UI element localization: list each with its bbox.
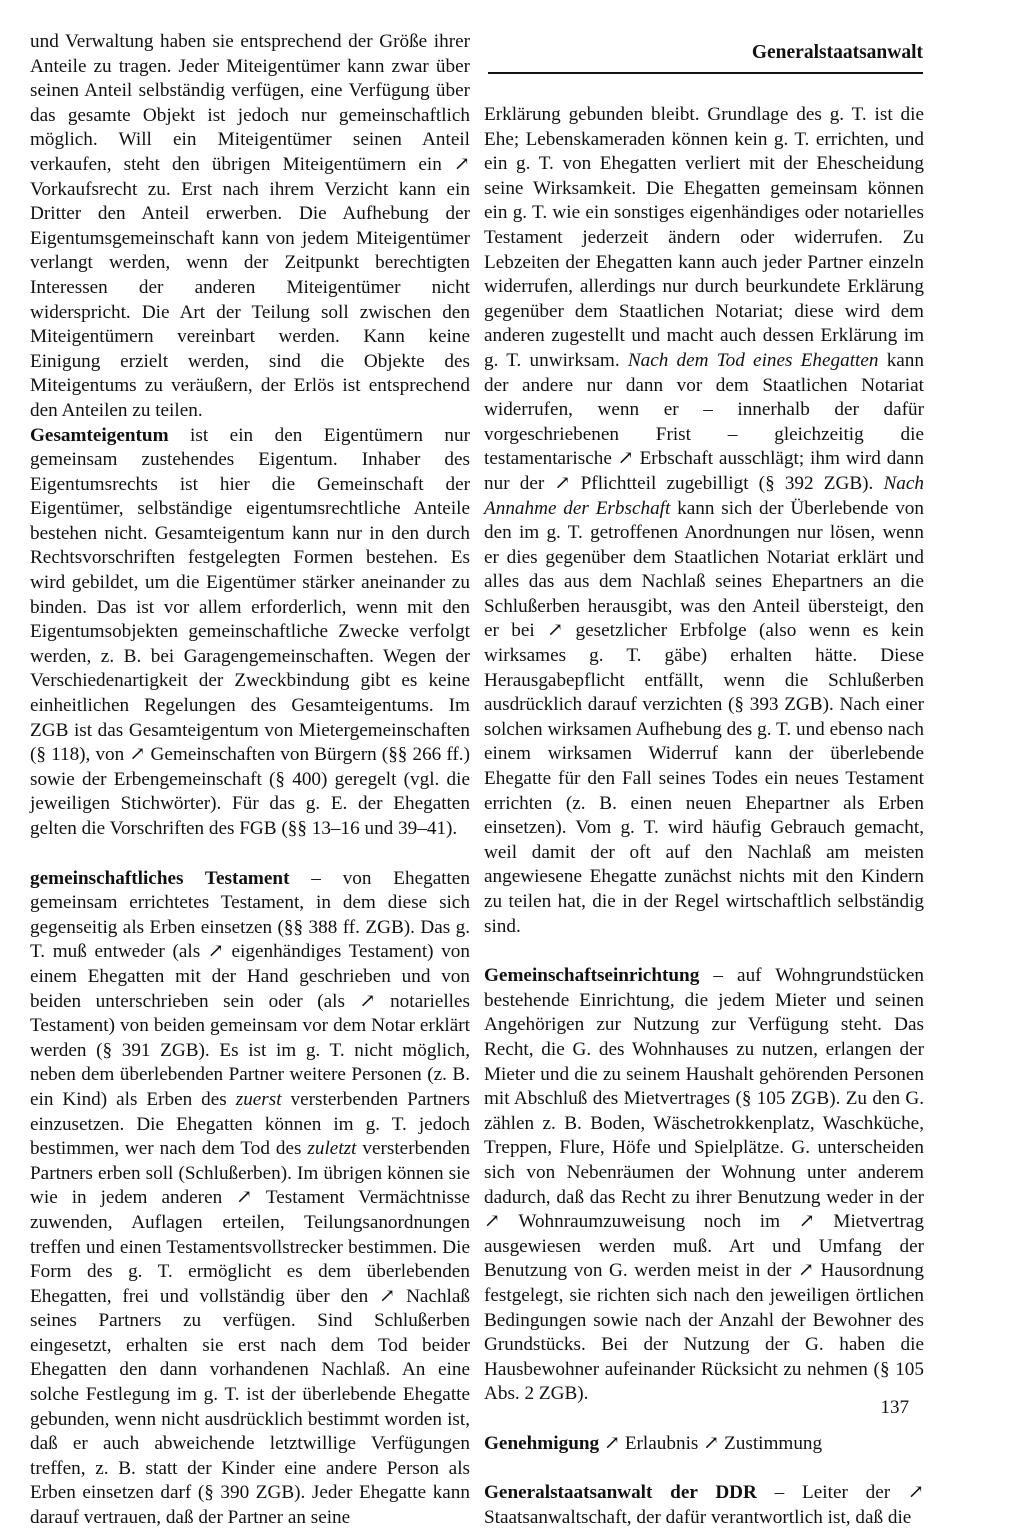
emphasis: Nach Annahme der Erbschaft bbox=[484, 472, 924, 519]
right-column bbox=[484, 103, 924, 1531]
entry-term: gemeinschaftliches Testament bbox=[30, 867, 290, 889]
entry-text: versterbenden Partners erben soll (Schlußerben). Im übrigen können sie wie in jedem anderen ↗ Testament Vermächtnisse zuwenden, Auflagen erteilen, Teilungsanordnungen treffen und einen Testamentsvollstrecker bestimmen. Die Form des g. T. ermöglicht es dem überlebenden Ehegatten, frei und vollständig über den ↗ Nachlaß seines Partners zu verfügen. Sind Schlußerben eingesetzt, erhalten sie erst nach dem Tod beider Ehegatten den dann vorhandenen Nachlaß. An eine solche Festlegung im g. T. ist der überlebende Ehegatte gebunden, wenn nicht ausdrücklich bestimmt worden ist, daß er auch abweichende letztwillige Verfügungen treffen, z. B. statt der Kinder eine andere Person als Erben einsetzen darf (§ 390 ZGB). Jeder Ehegatte kann darauf vertrauen, daß der Partner an seine bbox=[30, 1138, 470, 1529]
header-rule bbox=[488, 72, 923, 74]
entry-term: Gemeinschaftseinrichtung bbox=[484, 965, 700, 987]
entry-text: versterbenden Partners einzusetzen. Die Ehegatten können im g. T. jedoch bestimmen, wer nach dem Tod des bbox=[30, 1088, 470, 1160]
entry-text: ↗ Erlaubnis ↗ Zustimmung bbox=[599, 1432, 823, 1454]
entry-gesamteigentum bbox=[30, 424, 470, 842]
emphasis: zuerst bbox=[235, 1088, 282, 1110]
entry-gemeinschaftliches-testament bbox=[30, 867, 470, 1531]
left-column bbox=[30, 30, 470, 1531]
entry-text: – auf Wohngrundstücken bestehende Einrichtung, die jedem Mieter und seinen Angehörigen zur Nutzung zur Verfügung steht. Das Recht, die G. des Wohnhauses zu nutzen, erlangen der Mieter und die zu seinem Haushalt gehörenden Personen mit Abschluß des Mietvertrages (§ 105 ZGB). Zu den G. zählen z. B. Boden, Wäschetrokkenplatz, Waschküche, Treppen, Flure, Höfe und Spielplätze. G. unterscheiden sich von Nebenräumen der Wohnung unter anderem dadurch, daß das Recht zu ihrer Benutzung weder in der ↗ Wohnraumzuweisung noch im ↗ Mietvertrag ausgewiesen werden muß. Art und Umfang der Benutzung von G. werden meist in der ↗ Hausordnung festgelegt, sie richten sich nach den jeweiligen örtlichen Bedingungen sowie nach der Anzahl der Bewohner des Grundstücks. Bei der Nutzung der G. haben die Hausbewohner aufeinander Rücksicht zu nehmen (§ 105 Abs. 2 ZGB). bbox=[484, 965, 924, 1405]
entry-text: ist ein den Eigentümern nur gemeinsam zustehendes Eigentum. Inhaber des Eigentumsrechts ist hier die Gemeinschaft der Eigentümer, selbständige eigentumsrechtliche Anteile bestehen nicht. Gesamteigentum kann nur in den durch Rechtsvorschriften festgelegten Formen bestehen. Es wird gebildet, um die Eigentümer stärker aneinander zu binden. Das ist vor allem erforderlich, wenn mit den Eigentumsobjekten gemeinschaftliche Zwecke verfolgt werden, z. B. bei Garagengemeinschaften. Wegen der Verschiedenartigkeit der Zweckbindung gibt es keine einheitlichen Regelungen des Gesamteigentums. Im ZGB ist das Gesamteigentum von Mietergemeinschaften (§ 118), von ↗ Gemeinschaften von Bürgern (§§ 266 ff.) sowie der Erbengemeinschaft (§ 400) geregelt (vgl. die jeweiligen Stichwörter). Für das g. E. der Ehegatten gelten die Vorschriften des FGB (§§ 13–16 und 39–41). bbox=[30, 424, 470, 839]
page-number: 137 bbox=[880, 1397, 909, 1418]
entry-text: kann der andere nur dann vor dem Staatlichen Notariat widerrufen, wenn er – innerhalb der dafür vorgeschriebenen Frist – gleichzeitig die testamentarische ↗ Erbschaft ausschlägt; ihm wird dann nur der ↗ Pflichtteil zugebilligt (§ 392 ZGB). bbox=[484, 349, 924, 494]
entry-genehmigung bbox=[484, 1432, 924, 1457]
entry-text: Erklärung gebunden bleibt. Grundlage des g. T. ist die Ehe; Lebenskameraden können kein g. T. errichten, und ein g. T. von Ehegatten verliert mit der Ehescheidung seine Wirksamkeit. Die Ehegatten gemeinsam können ein g. T. wie ein sonstiges eigenhändiges oder notarielles Testament jederzeit ändern oder widerrufen. Zu Lebzeiten der Ehegatten kann auch jeder Partner einzeln widerrufen, allerdings nur durch beurkundete Erklärung gegenüber dem Staatlichen Notariat; diese wird dem anderen zugestellt und macht auch dessen Erklärung im g. T. unwirksam. bbox=[484, 104, 924, 371]
paragraph-miteigentum-continued: und Verwaltung haben sie entsprechend der Größe ihrer Anteile zu tragen. Jeder Miteigentümer kann zwar über seinen Anteil selbständig verfügen, eine Verfügung über das gesamte Objekt ist jedoch nur gemeinschaftlich möglich. Will ein Miteigentümer seinen Anteil verkaufen, steht den übrigen Miteigentümern ein ↗ Vorkaufsrecht zu. Erst nach ihrem Verzicht kann ein Dritter den Anteil erwerben. Die Aufhebung der Eigentumsgemeinschaft kann von jedem Miteigentümer verlangt werden, wenn der Zeitpunkt berechtigten Interessen der anderen Miteigentümer nicht widerspricht. Die Art der Teilung soll zwischen den Miteigentümern vereinbart werden. Kann keine Einigung erzielt werden, sind die Objekte des Miteigentums zu veräußern, der Erlös ist entsprechend den Anteilen zu teilen. bbox=[30, 31, 470, 421]
entry-text: – von Ehegatten gemeinsam errichtetes Testament, in dem diese sich gegenseitig als Erben einsetzen (§§ 388 ff. ZGB). Das g. T. muß entweder (als ↗ eigenhändiges Testament) von einem Ehegatten mit der Hand geschrieben und von beiden unterschrieben sein oder (als ↗ notarielles Testament) von beiden gemeinsam vor dem Notar erklärt werden (§ 391 ZGB). Es ist im g. T. nicht möglich, neben dem überlebenden Partner weitere Personen (z. B. ein Kind) als Erben des bbox=[30, 867, 470, 1110]
entry-generalstaatsanwalt bbox=[484, 1481, 924, 1530]
entry-text: kann sich der Überlebende von den im g. T. getroffenen Anordnungen nur lösen, wenn er dies gegenüber dem Staatlichen Notariat erklärt und alles das aus dem Nachlaß seines Ehepartners an die Schlußerben herausgibt, was den Anteil übersteigt, den er bei ↗ gesetzlicher Erbfolge (also wenn es kein wirksames g. T. gäbe) erhalten hätte. Diese Herausgabepflicht entfällt, wenn die Schlußerben ausdrücklich darauf verzichten (§ 393 ZGB). Nach einer solchen wirksamen Aufhebung des g. T. und ebenso nach einem wirksamen Widerruf kann der überlebende Ehegatte für den Fall seines Todes ein neues Testament errichten (z. B. einen neuen Ehepartner als Erben einsetzen). Vom g. T. wird häufig Gebrauch gemacht, weil damit der oft auf den Nachlaß am meisten angewiesene Ehegatte zunächst nichts mit den Kindern zu teilen hat, die in der Regel wirtschaftlich selbständig sind. bbox=[484, 497, 924, 937]
emphasis: zuletzt bbox=[307, 1138, 357, 1160]
entry-term: Genehmigung bbox=[484, 1432, 600, 1454]
paragraph-testament-continued bbox=[484, 103, 924, 939]
emphasis: Nach dem Tod eines Ehegatten bbox=[627, 349, 879, 371]
entry-gemeinschaftseinrichtung bbox=[484, 964, 924, 1407]
entry-text: – Leiter der ↗ Staatsanwaltschaft, der dafür verantwortlich ist, daß die bbox=[484, 1482, 924, 1529]
running-header: Generalstaatsanwalt bbox=[751, 42, 923, 63]
entry-term: Generalstaatsanwalt der DDR bbox=[484, 1482, 757, 1504]
entry-term: Gesamteigentum bbox=[30, 424, 169, 446]
